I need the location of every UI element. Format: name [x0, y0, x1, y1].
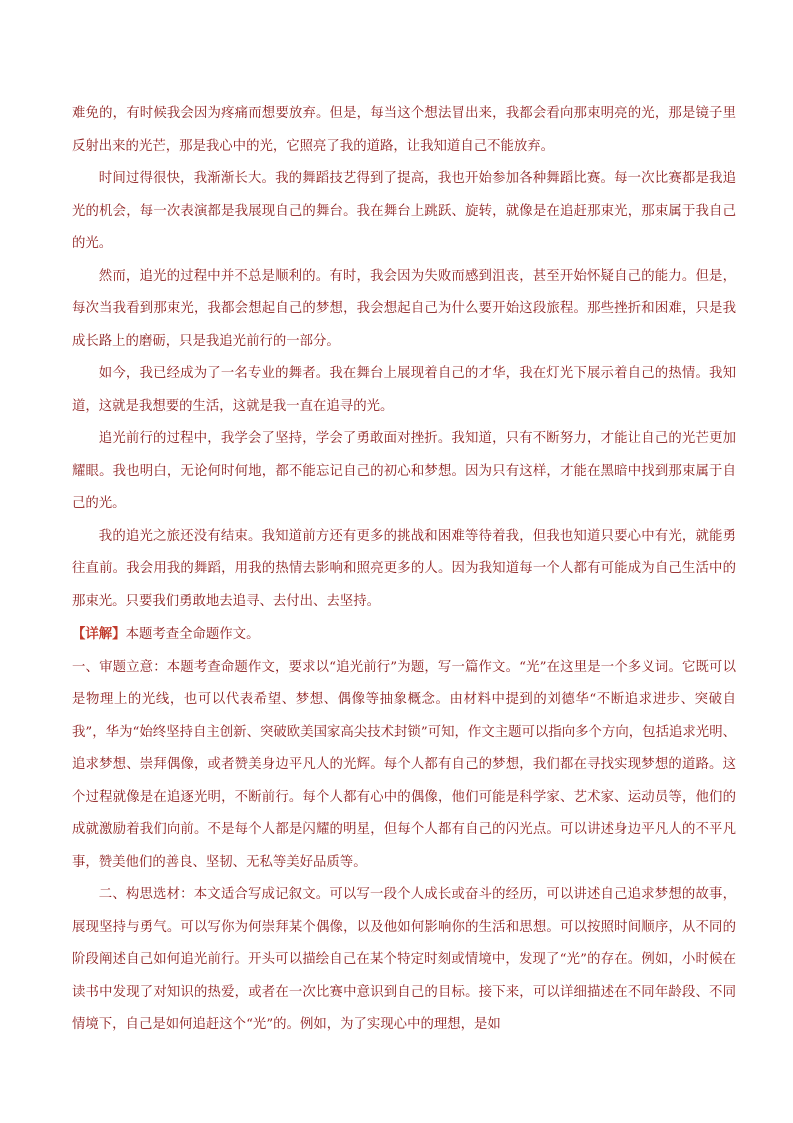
- essay-paragraph-4: 如今，我已经成为了一名专业的舞者。我在舞台上展现着自己的才华，我在灯光下展示着自己的热情。我知道，这就是我想要的生活，这就是我一直在追寻的光。: [72, 366, 736, 414]
- analysis-paragraph-2: 二、构思选材：本文适合写成记叙文。可以写一段个人成长或奋斗的经历，可以讲述自己追求梦想的故事，展现坚持与勇气。可以写你为何崇拜某个偶像，以及他如何影响你的生活和思想。可以按照时间顺序，从不同的阶段阐述自己如何追光前行。开头可以描绘自己在某个特定时刻或情境中，发现了“光”的存在。例如，小时候在读书中发现了对知识的热爱，或者在一次比赛中意识到自己的目标。接下来，可以详细描述在不同年龄段、不同情境下，自己是如何追赶这个“光”的。例如，为了实现心中的理想，是如: [72, 887, 736, 1032]
- essay-paragraph-3: 然而，追光的过程中并不总是顺利的。有时，我会因为失败而感到沮丧，甚至开始怀疑自己的能力。但是，每次当我看到那束光，我都会想起自己的梦想，我会想起自己为什么要开始这段旅程。那些挫折和困难，只是我成长路上的磨砺，只是我追光前行的一部分。: [72, 268, 736, 349]
- essay-paragraph-2: 时间过得很快，我渐渐长大。我的舞蹈技艺得到了提高，我也开始参加各种舞蹈比赛。每一次比赛都是我追光的机会，每一次表演都是我展现自己的舞台。我在舞台上跳跃、旋转，就像是在追赶那束光，那束属于我自己的光。: [72, 171, 736, 251]
- analysis-paragraph-1: 一、审题立意：本题考查命题作文，要求以“追光前行”为题，写一篇作文。“光”在这里是一个多义词。它既可以是物理上的光线，也可以代表希望、梦想、偶像等抽象概念。由材料中提到的刘德华“不断追求进步、突破自我”，华为“始终坚持自主创新、突破欧美国家高尖技术封锁”可知，作文主题可以指向多个方向，包括追求光明、追求梦想、崇拜偶像，或者赞美身边平凡人的光辉。每个人都有自己的梦想，我们都在寻找实现梦想的道路。这个过程就像是在追逐光明，不断前行。每个人都有心中的偶像，他们可能是科学家、艺术家、运动员等，他们的成就激励着我们向前。不是每个人都是闪耀的明星，但每个人都有自己的闪光点。可以讲述身边平凡人的不平凡事，赞美他们的善良、坚韧、无私等美好品质等。: [72, 659, 736, 870]
- detail-label: 【详解】: [72, 626, 126, 642]
- detail-heading: [72, 618, 736, 652]
- document-page: [72, 98, 736, 1042]
- essay-paragraph-6: 我的追光之旅还没有结束。我知道前方还有更多的挑战和困难等待着我，但我也知道只要心中有光，就能勇往直前。我会用我的舞蹈，用我的热情去影响和照亮更多的人。因为我知道每一个人都有可能成为自己生活中的那束光。只要我们勇敢地去追寻、去付出、去坚持。: [72, 528, 736, 609]
- essay-paragraph-1: 难免的，有时候我会因为疼痛而想要放弃。但是，每当这个想法冒出来，我都会看向那束明亮的光，那是镜子里反射出来的光芒，那是我心中的光，它照亮了我的道路，让我知道自己不能放弃。: [72, 106, 736, 154]
- essay-paragraph-5: 追光前行的过程中，我学会了坚持，学会了勇敢面对挫折。我知道，只有不断努力，才能让自己的光芒更加耀眼。我也明白，无论何时何地，都不能忘记自己的初心和梦想。因为只有这样，才能在黑暗中找到那束属于自己的光。: [72, 431, 736, 511]
- detail-intro: 本题考查全命题作文。: [125, 627, 260, 642]
